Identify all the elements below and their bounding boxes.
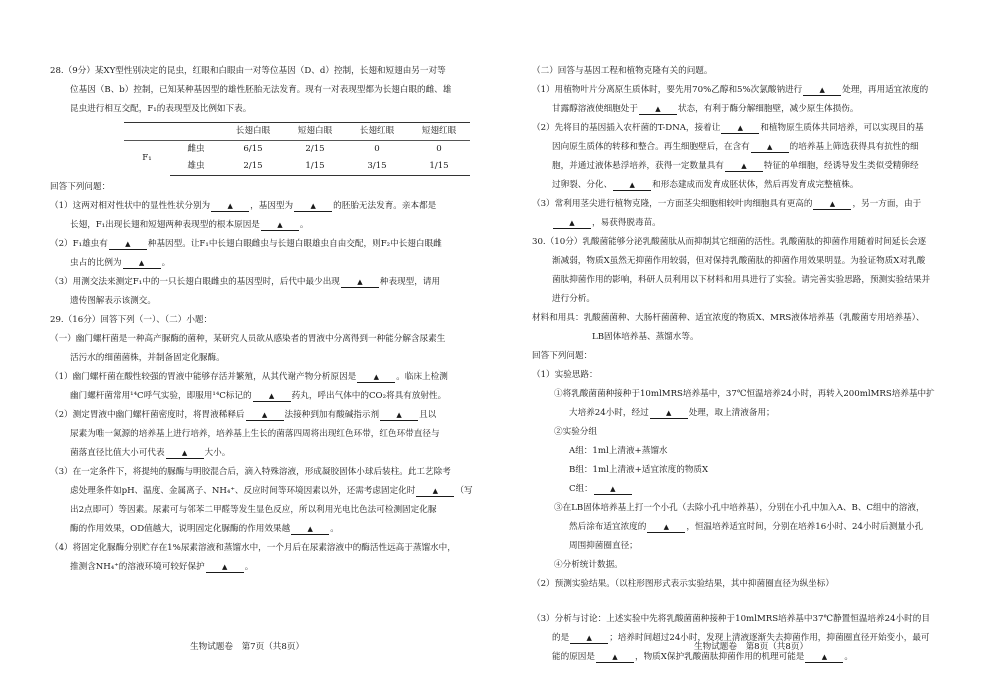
answer-blank[interactable]: ▲ <box>613 181 651 191</box>
answer-blank[interactable]: ▲ <box>416 487 454 497</box>
text: （写 <box>455 486 473 496</box>
answer-blank[interactable]: ▲ <box>570 634 608 644</box>
text: 法接种到加有酸碱指示剂 <box>284 410 380 420</box>
text: 长翅，F₁出现长翅和短翅两种表现型的根本原因是 <box>70 220 260 230</box>
answer-blank[interactable]: ▲ <box>553 219 591 229</box>
answer-blank[interactable]: ▲ <box>109 240 147 250</box>
text: （1）这两对相对性状中的显性性状分别为 <box>50 201 211 211</box>
text: 因向原生质体的转移和整合。再生细胞壁后，在含有 <box>552 142 750 152</box>
text: （1）用植物叶片分离原生质体时，要先用70%乙醇和5%次氯酸钠进行 <box>532 85 803 95</box>
part2-title: （二）回答与基因工程和植物克隆有关的问题。 <box>532 66 713 76</box>
text: ①将乳酸菌菌种接种于10mlMRS培养基中，37℃恒温培养24小时，再转入200mlMRS培养基中扩 <box>554 389 935 399</box>
text: 且以 <box>419 410 437 420</box>
text: 。临床上检测 <box>396 372 448 382</box>
part2-sub1 <box>532 81 964 119</box>
text: ，易获得脱毒苗。 <box>592 218 661 228</box>
answer-blank[interactable]: ▲ <box>166 449 204 459</box>
q29-sub1 <box>50 368 494 406</box>
table-row <box>124 158 470 176</box>
answer-blank[interactable]: ▲ <box>211 202 249 212</box>
table-header-row <box>124 123 470 141</box>
answer-blank[interactable]: ▲ <box>261 221 299 231</box>
answer-blank[interactable]: ▲ <box>380 411 418 421</box>
text: 尿素为唯一氮源的培养基上进行培养，培养基上生长的菌落四周将出现红色环带，红色环带直径与 <box>70 429 440 439</box>
group-c <box>532 480 964 499</box>
text: 虑处理条件如pH、温度、金属离子、NH₄⁺、反应时间等环境因素以外，还需考虑固定化时 <box>70 486 416 496</box>
q29-sub2 <box>50 406 494 463</box>
answer-blank[interactable]: ▲ <box>123 259 161 269</box>
text: ③在LB固体培养基上打一个小孔（去除小孔中培养基），分别在小孔中加入A、B、C组中的溶液， <box>554 503 925 513</box>
text: （一）幽门螺杆菌是一种高产脲酶的菌种，某研究人员欲从感染者的胃液中分离得到一种能分解含尿素生 <box>50 334 446 344</box>
q30-intro <box>532 233 964 309</box>
text: 酶的作用效果，OD值越大，说明固定化脲酶的作用效果越 <box>70 524 291 534</box>
text: 。 <box>844 652 853 662</box>
text: （3）分析与讨论：上述实验中先将乳酸菌菌种接种于10mlMRS培养基中37℃静置恒温培养24小时的目 <box>532 614 930 624</box>
text: 推测含NH₄⁺的溶液环境可较好保护 <box>70 562 205 572</box>
answer-blank[interactable]: ▲ <box>357 373 395 383</box>
text: ，恒温培养适宜时间，分别在培养16小时、24小时后测量小孔 <box>686 522 924 532</box>
answer-blank[interactable]: ▲ <box>650 409 688 419</box>
text: 遗传图解表示该测交。 <box>70 296 156 306</box>
answer-blank[interactable]: ▲ <box>647 523 685 533</box>
text: 种表现型，请用 <box>379 277 441 287</box>
text: （3）在一定条件下，将提纯的脲酶与明胶混合后，滴入特殊溶液，形成凝胶固体小球后装柱。此工艺除考 <box>50 467 451 477</box>
text: （2）F₁雄虫有 <box>50 239 108 249</box>
text: 药丸，呼出气体中的CO₂将具有放射性。 <box>291 391 447 401</box>
answer-blank[interactable]: ▲ <box>206 563 244 573</box>
text: ，物质X保护乳酸菌肽抑菌作用的机理可能是 <box>634 652 805 662</box>
part2-sub3 <box>532 195 964 233</box>
table-sex-cell: 雄虫 <box>170 158 222 176</box>
table-cell: 6/15 <box>243 144 263 154</box>
text: 。 <box>330 524 339 534</box>
text: 的是 <box>552 633 570 643</box>
text: （2）先将目的基因插入农杆菌的T-DNA，接着让 <box>532 123 721 133</box>
f1-phenotype-table <box>124 122 470 176</box>
answer-blank[interactable]: ▲ <box>721 124 759 134</box>
text: 的胚胎无法发育。亲本都是 <box>333 201 437 211</box>
answer-blank[interactable]: ▲ <box>253 392 291 402</box>
text: 材料和用具：乳酸菌菌种、大肠杆菌菌种、适宜浓度的物质X、MRS液体培养基（乳酸菌专用培养基）、 <box>532 313 925 323</box>
table-row <box>124 141 470 159</box>
text: ；培养时间超过24小时，发现上清液逐渐失去抑菌作用，抑菌圈直径开始变小，最可 <box>609 633 930 643</box>
q28-intro <box>50 62 494 119</box>
answer-blank[interactable]: ▲ <box>246 411 284 421</box>
right-column <box>532 62 964 667</box>
text: 30.（10分）乳酸菌能够分泌乳酸菌肽从而抑制其它细菌的活性。乳酸菌肽的抑菌作用随着时间延长会逐 <box>532 237 927 247</box>
text: 活污水的细菌菌株，并制备固定化脲酶。 <box>70 353 225 363</box>
table-corner <box>170 123 222 141</box>
text: 的培养基上筛选获得具有抗性的细 <box>789 142 919 152</box>
table-cell: 1/15 <box>284 158 346 176</box>
left-column <box>50 62 494 577</box>
q30-q1-title: （1）实验思路： <box>532 370 598 380</box>
text: 处理，取上清液备用； <box>688 408 775 418</box>
page-footer-left: 生物试题卷 第7页（共8页） <box>190 642 305 652</box>
text: 菌落直径比值大小可代表 <box>70 448 165 458</box>
text: 和形态建成而发育成胚状体，然后再发育成完整植株。 <box>652 180 859 190</box>
answer-blank[interactable]: ▲ <box>803 86 841 96</box>
q29-sub4 <box>50 539 494 577</box>
table-cell: 2/15 <box>305 144 325 154</box>
q28-sub3 <box>50 273 494 311</box>
text: 渐减弱，物质X虽然无抑菌作用较弱，但对保持乳酸菌肽的抑菌作用效果明显。为验证物质X对乳酸 <box>552 256 926 266</box>
q30-q2: （2）预测实验结果。（以柱形图形式表示实验结果，其中抑菌圈直径为纵坐标） <box>532 579 834 589</box>
q30-materials <box>532 309 964 347</box>
text: 大小。 <box>204 448 231 458</box>
q29-part1-intro <box>50 330 494 368</box>
table-cell: 3/15 <box>346 158 408 176</box>
answer-blank[interactable]: ▲ <box>725 162 763 172</box>
text: 和植物原生质体共同培养，可以实现目的基 <box>760 123 924 133</box>
group-a: A组：1ml上清液+蒸馏水 <box>569 446 668 456</box>
table-cell: 1/15 <box>408 158 470 176</box>
answer-blank[interactable]: ▲ <box>341 278 379 288</box>
text: 过卵裂、分化、 <box>552 180 613 190</box>
text: 甘露醇溶液使细胞处于 <box>552 104 638 114</box>
text: 虫占的比例为 <box>70 258 122 268</box>
table-header-cell: 长翅白眼 <box>222 123 284 141</box>
text: （4）将固定化脲酶分别贮存在1%尿素溶液和蒸馏水中，一个月后在尿素溶液中的酶活性远高于蒸馏水中， <box>50 543 456 553</box>
text: 进行分析。 <box>552 294 595 304</box>
q28-intro-line: 28.（9分）某XY型性别决定的昆虫，红眼和白眼由一对等位基因（D、d）控制，长翅和短翅由另一对等 <box>50 66 446 76</box>
q28-sub2 <box>50 235 494 273</box>
text: 幽门螺杆菌常用¹⁴C呼气实验，即服用¹⁴C标记的 <box>70 391 252 401</box>
q29-title: 29.（16分）回答下列（一）、（二）小题： <box>50 315 213 325</box>
q28-intro-line: 昆虫进行相互交配，F₁的表现型及比例如下表。 <box>70 104 252 114</box>
text: 大培养24小时，经过 <box>569 408 649 418</box>
text: （3）用测交法来测定F₁中的一只长翅白眼雌虫的基因型时，后代中最少出现 <box>50 277 340 287</box>
answer-blank[interactable]: ▲ <box>294 202 332 212</box>
q30-step3 <box>532 499 964 556</box>
table-cell: 2/15 <box>222 158 284 176</box>
group-b: B组：1ml上清液+适宜浓度的物质X <box>569 465 709 475</box>
text: （2）测定胃液中幽门螺杆菌密度时，将胃液稀释后 <box>50 410 245 420</box>
table-corner <box>124 123 170 141</box>
q28-intro-line: 位基因（B、b）控制，已知某种基因型的雄性胚胎无法发育。现有一对表现型都为长翅白眼的雌、雄 <box>70 85 452 95</box>
text: 。 <box>161 258 171 268</box>
text: 然后涂布适宜浓度的 <box>569 522 647 532</box>
answer-blank[interactable]: ▲ <box>596 653 634 663</box>
q28-sub1 <box>50 197 494 235</box>
f1-table-wrapper <box>124 122 494 176</box>
q30-step1 <box>532 385 964 423</box>
q30-q3 <box>532 610 964 667</box>
answer-prompt: 回答下列问题： <box>532 351 593 361</box>
answer-blank[interactable]: ▲ <box>291 525 329 535</box>
table-header-cell: 短翅红眼 <box>408 123 470 141</box>
text: 。 <box>299 220 309 230</box>
answer-blank[interactable]: ▲ <box>594 485 632 495</box>
answer-blank[interactable]: ▲ <box>805 653 843 663</box>
text: 出2点即可）等因素。尿素可与邻苯二甲醛等发生显色反应，所以利用光电比色法可检测固定化脲 <box>70 505 437 515</box>
answer-blank[interactable]: ▲ <box>639 105 677 115</box>
text: 周围抑菌圈直径； <box>569 541 638 551</box>
text: （1）幽门螺杆菌在酸性较强的胃液中能够存活并繁殖，从其代谢产物分析原因是 <box>50 372 357 382</box>
q29-sub3 <box>50 463 494 539</box>
answer-space <box>532 594 964 610</box>
text: ，基因型为 <box>250 201 294 211</box>
table-header-cell: 长翅红眼 <box>346 123 408 141</box>
text: ，另一方面，由于 <box>852 199 922 209</box>
text: 。 <box>244 562 254 572</box>
f1-group-label: F₁ <box>142 152 152 163</box>
text: 能的原因是 <box>552 652 595 662</box>
q30-step2: ②实验分组 <box>554 427 597 437</box>
answer-prompt: 回答下列问题： <box>50 182 111 192</box>
text: 状态，有利于酶分解细胞壁，减少原生体损伤。 <box>677 104 859 114</box>
table-sex-cell: 雌虫 <box>187 144 205 154</box>
text: 菌肽抑菌作用的影响，科研人员利用以下材料和用具进行了实验。请完善实验思路，预测实验结果并 <box>552 275 931 285</box>
table-header-cell: 短翅白眼 <box>284 123 346 141</box>
page-footer-right: 生物试题卷 第8页（共8页） <box>694 642 809 652</box>
text: LB固体培养基、蒸馏水等。 <box>592 332 699 342</box>
table-cell: 0 <box>374 144 380 154</box>
part2-sub2 <box>532 119 964 195</box>
text: C组： <box>569 484 593 494</box>
text: （3）常利用茎尖进行植物克隆，一方面茎尖细胞相较叶肉细胞具有更高的 <box>532 199 813 209</box>
answer-blank[interactable]: ▲ <box>751 143 789 153</box>
text: 特征的单细胞，经诱导发生类似受精卵经 <box>763 161 919 171</box>
answer-blank[interactable]: ▲ <box>813 200 851 210</box>
q30-step4: ④分析统计数据。 <box>554 560 623 570</box>
text: 胞，并通过液体悬浮培养，获得一定数量具有 <box>552 161 724 171</box>
text: 种基因型。让F₁中长翅白眼雌虫与长翅白眼雄虫自由交配，则F₂中长翅白眼雌 <box>147 239 442 249</box>
table-cell: 0 <box>436 144 442 154</box>
text: 处理，再用适宜浓度的 <box>842 85 929 95</box>
